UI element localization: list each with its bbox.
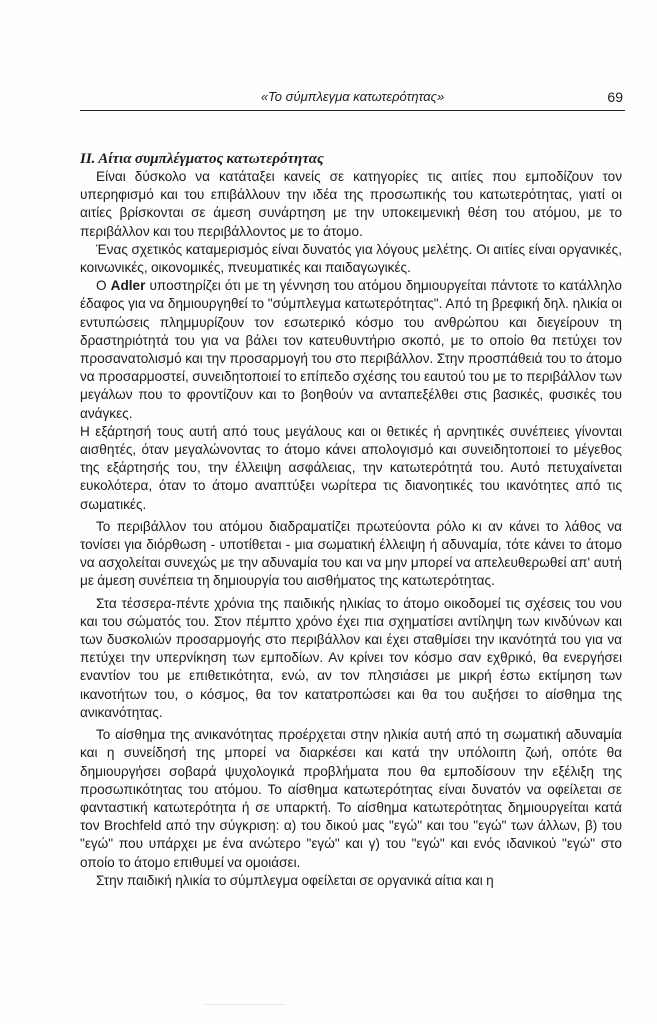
adler-text: υποστηρίζει ότι με τη γέννηση του ατόμου δημιουργείται πάντοτε το κατάλληλο έδαφος για να δημιουργηθεί το "σύμπλεγμα κατωτερότητας". Από τη βρεφική δηλ. ηλικία οι εντυπώσεις πλημμυρίζουν τον εσωτερικό κόσμο του ανθρώπου και διεγείρουν τη δραστηριότητά του για να βάλει τον κατευθυντήριο σκοπό, με το οποίο θα πετύχει τον προσανατολισμό και την προσαρμογή του στο περιβάλλον. Στην προσπάθειά του το άτομο να προσαρμοστεί, συνειδητοποιεί το επίπεδο σχέσης του εαυτού του με το περιβάλλον των μεγάλων που το φροντίζουν και το βοηθούν να ανταπεξέλθει στις βασικές, φυσικές του ανάγκες. xyxy=(80,278,622,421)
paragraph-adler xyxy=(80,277,622,423)
author-name-adler: Adler xyxy=(110,278,146,294)
scan-artifact xyxy=(205,1004,285,1005)
paragraph-1: Είναι δύσκολο να κατάταξει κανείς σε κατηγορίες τις αιτίες που εμποδίζουν τον υπερηφισμό και του επιβάλλουν την ιδέα της προσωπικής του κατωτερότητας, γιατί οι αιτίες βρίσκονται σε άμεση συνάρτηση με την υποκειμενική θέση του ατόμου, με το περιβάλλον και του περιβάλλοντος με το άτομο. xyxy=(80,169,622,239)
paragraph-5: Στα τέσσερα-πέντε χρόνια της παιδικής ηλικίας το άτομο οικοδομεί τις σχέσεις του νου και του σώματός του. Στον πέμπτο χρόνο έχει πια σχηματίσει αντίληψη των κινδύνων και των δυσκολιών προσαρμογής στο περιβάλλον και έχει σταθμίσει την ικανότητά του για να πετύχει την υπερνίκηση των εμποδίων. Αν κρίνει τον κόσμο σαν εχθρικό, θα ενεργήσει εναντίον του με επιθετικότητα, ενώ, αν τον πλησιάσει με μικρή έστω εκτίμηση των ικανοτήτων του, ο κόσμος, θα τον κατατροπώσει και θα του αυξήσει το αίσθημα της ανικανότητας. xyxy=(80,595,622,720)
running-title: «Το σύμπλεγμα κατωτερότητας» xyxy=(260,89,445,104)
paragraph-7: Στην παιδική ηλικία το σύμπλεγμα οφείλεται σε οργανικά αίτια και η xyxy=(96,872,494,888)
section-heading: ΙΙ. Αίτια συμπλέγματος κατωτερότητας xyxy=(80,151,324,167)
paragraph-4: Το περιβάλλον του ατόμου διαδραματίζει πρωτεύοντα ρόλο κι αν κάνει το λάθος να τονίσει για διόρθωση - υποτίθεται - μια σωματική έλλειψη ή αδυναμία, τότε κάνει το άτομο να ασχολείται συνεχώς με την αδυναμία του και να μην μπορεί να απελευθερωθεί απ' αυτή με άμεση συνέπεια τη δημιουργία του αισθήματος της κατωτερότητας. xyxy=(80,518,622,589)
adler-prefix: Ο xyxy=(96,278,111,294)
paragraph-2: Ένας σχετικός καταμερισμός είναι δυνατός για λόγους μελέτης. Οι αιτίες είναι οργανικές, κοινωνικές, οικονομικές, πνευματικές και παιδαγωγικές. xyxy=(80,241,622,276)
paragraph-6: Το αίσθημα της ανικανότητας προέρχεται στην ηλικία αυτή από τη σωματική αδυναμία και η συνείδησή της μπορεί να διαρκέσει και κατά την υπόλοιπη ζωή, οπότε θα δημιουργήσει σοβαρά ψυχολογικά προβλήματα που θα εμποδίσουν την εξέλιξη της προσωπικότητας του ατόμου. Το αίσθημα κατωτερότητας είναι δυνατόν να οφείλεται σε φανταστική κατωτερότητα ή σε υπαρκτή. Το αίσθημα κατωτερότητας δημιουργείται κατά τον Brochfeld από την σύγκριση: α) του δικού μας "εγώ" και του "εγώ" των άλλων, β) του "εγώ" που υπάρχει με ένα ανώτερο "εγώ" και γ) του "εγώ" και ενός ιδανικού "εγώ" στο οποίο το άτομο επιθυμεί να ομοιάσει. xyxy=(80,727,622,870)
page-body xyxy=(80,150,622,890)
page-number: 69 xyxy=(607,89,623,105)
running-header xyxy=(80,87,625,107)
header-rule xyxy=(80,110,625,111)
paragraph-3: Η εξάρτησή τους αυτή από τους μεγάλους και οι θετικές ή αρνητικές συνέπειες γίνονται αισθητές, όταν μεγαλώνοντας το άτομο κάνει απολογισμό και συνειδητοποιεί το μέγεθος της εξάρτησής του, την έλλειψη ασφάλειας, την κατωτερότητά του. Αυτό πετυχαίνεται ευκολότερα, όταν το άτομο αναπτύξει νωρίτερα τις διανοητικές του ικανότητες από τις σωματικές. xyxy=(80,423,622,512)
